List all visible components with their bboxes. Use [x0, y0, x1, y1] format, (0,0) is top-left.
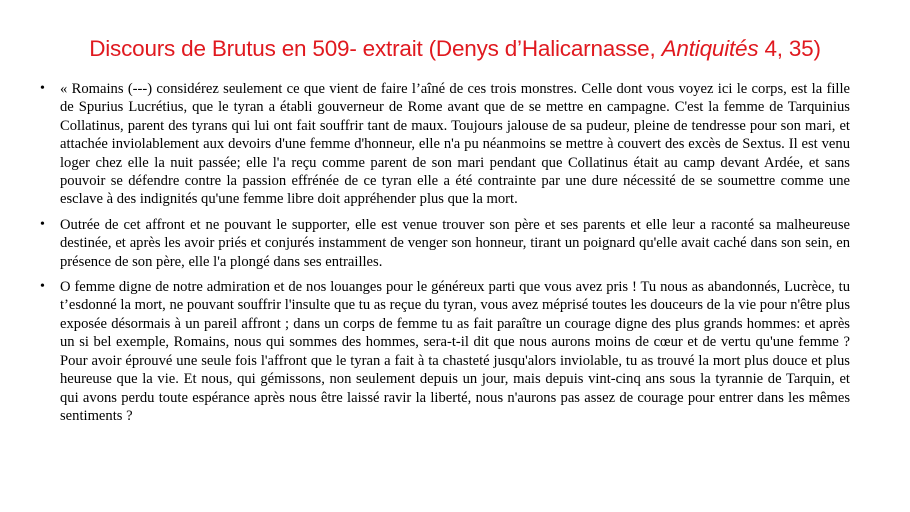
title-italic-text: Antiquités	[661, 36, 759, 61]
slide-title	[0, 34, 910, 64]
bullet-item	[38, 80, 850, 209]
paragraph-text: O femme digne de notre admiration et de nos louanges pour le généreux parti que vous avez pris ! Tu nous as abandonnés, Lucrèce, tu t’esdonné la mort, ne pouvant souffrir l'insulte que tu as reçue du tyran, vous avez méprisé toutes les douceurs de la vie pour n'être plus exposée désormais à un pareil affront ; dans un corps de femme tu as fait paraître un courage digne des plus grands hommes: et après un si bel exemple, Romains, nous qui sommes des hommes, sera-t-il dit que nous aurons moins de cœur et de vertu qu'une femme ? Pour avoir éprouvé une seule fois l'affront que le tyran a fait à ta chasteté jusqu'alors inviolable, tu as trouvé la mort plus douce et plus heureuse que la vie. Et nous, qui gémissons, non seulement depuis un jour, mais depuis vint-cinq ans sous la tyrannie de Tarquin, et qui avons perdu toute espérance après nous être laissé ravir la liberté, nous n'aurons pas assez de courage pour entrer dans les mêmes sentiments ?	[60, 279, 850, 424]
bullet-list	[38, 80, 850, 432]
paragraph-text: Outrée de cet affront et ne pouvant le supporter, elle est venue trouver son père et ses parents et elle leur a raconté sa malheureuse destinée, et après les avoir priés et conjurés instamment de venger son honneur, tirant un poignard qu'elle avait caché dans son sein, en présence de son père, elle l'a plongé dans ses entrailles.	[60, 216, 850, 270]
bullet-item	[38, 216, 850, 271]
title-tail-text: 4, 35)	[758, 36, 821, 61]
bullet-icon: •	[40, 81, 45, 96]
bullet-icon: •	[40, 279, 45, 295]
bullet-item	[38, 278, 850, 425]
bullet-icon: •	[40, 216, 45, 232]
paragraph-text: « Romains (---) considérez seulement ce que vient de faire l’aîné de ces trois monstres. Celle dont vous voyez ici le corps, est la fille de Spurius Lucrétius, que le tyran a établi gouverneur de Rome avant que de se mettre en campagne. C'est la femme de Tarquinius Collatinus, parent des tyrans qui lui ont fait souffrir tant de maux. Toujours jalouse de sa pudeur, pleine de tendresse pour son mari, et attachée inviolablement aux devoirs d'une femme d'honneur, elle n'a pu néanmoins se mettre à couvert des excès de Sextus. Il est venu loger chez elle la nuit passée; elle l'a reçu comme parent de son mari pendant que Collatinus était au camp devant Ardée, et sans pouvoir se défendre contre la passion effrénée de ce tyran elle a été contrainte par une dure nécessité de se soumettre comme une esclave à des indignités qu'une femme libre doit appréhender plus que la mort.	[60, 81, 850, 208]
title-main-text: Discours de Brutus en 509- extrait (Denys d’Halicarnasse,	[89, 36, 662, 61]
